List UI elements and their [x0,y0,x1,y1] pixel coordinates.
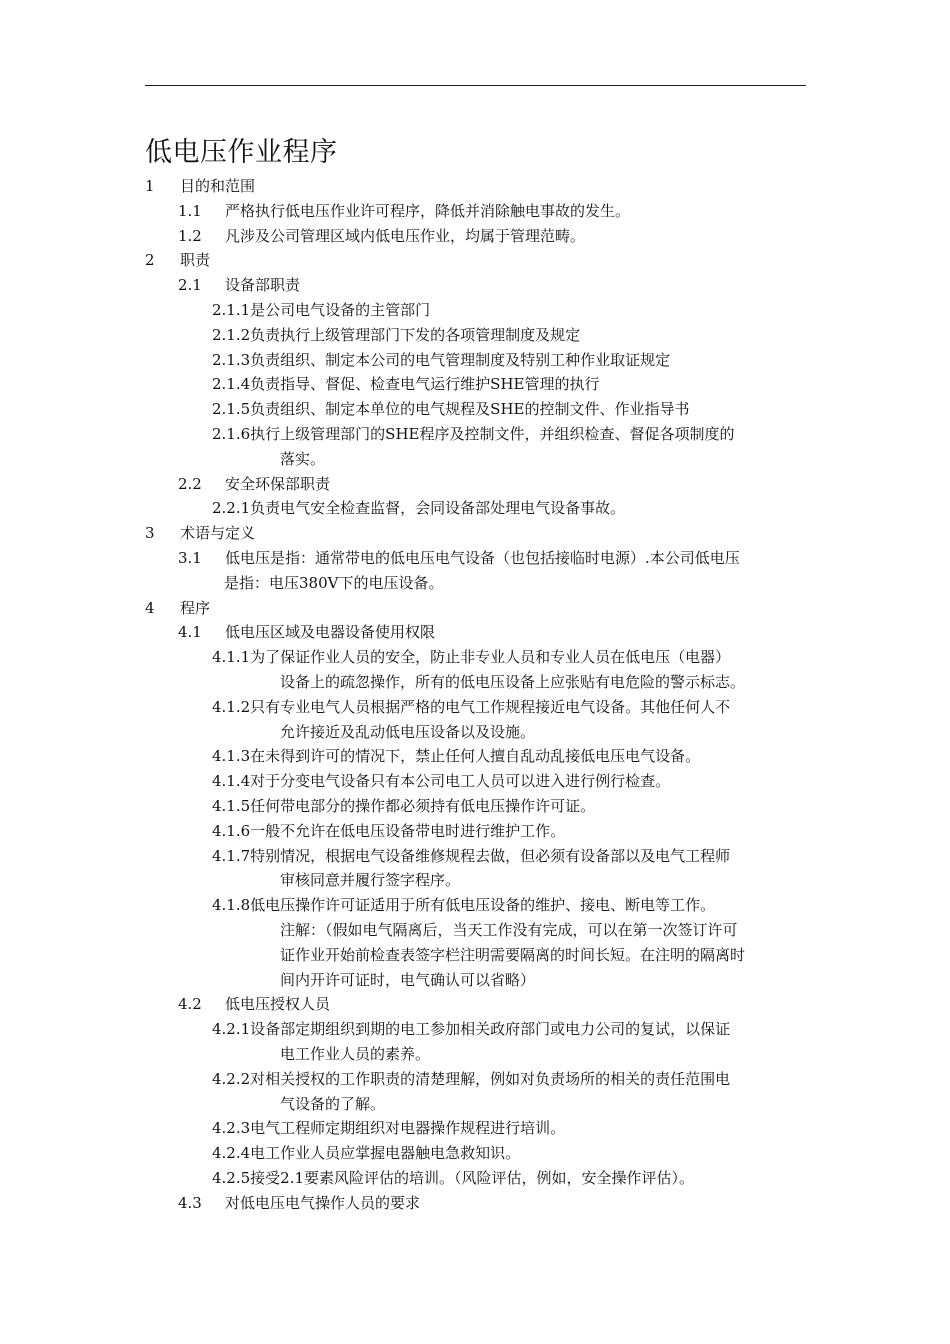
section-number: 3 [145,524,155,543]
section-text: 对相关授权的工作职责的清楚理解，例如对负责场所的相关的责任范围电 [250,1069,731,1088]
section-line [178,224,585,248]
continuation-line: 注解：（假如电气隔离后，当天工作没有完成，可以在第一次签订许可 [280,921,738,939]
section-text: 只有专业电气人员根据严格的电气工作规程接近电气设备。其他任何人不 [250,697,731,716]
section-number: 4.1.8 [212,896,251,915]
continuation-line: 设备上的疏忽操作，所有的低电压设备上应张贴有电危险的警示标志。 [280,673,746,691]
section-text: 特别情况，根据电气设备维修规程去做，但必须有设备部以及电气工程师 [250,846,731,865]
continuation-line: 间内开许可证时，电气确认可以省略） [280,970,536,989]
section-text: 接受2.1要素风险评估的培训。（风险评估，例如，安全操作评估）。 [250,1169,695,1187]
section-line [212,893,715,917]
section-text: 负责指导、督促、检查电气运行维护SHE管理的执行 [250,375,600,394]
section-text: 是公司电气设备的主管部门 [250,301,431,319]
section-number: 4.1 [178,623,202,642]
section-text: 负责组织、制定本公司的电气管理制度及特别工种作业取证规定 [250,350,671,369]
section-line [212,1116,565,1140]
section-number: 2.1.2 [212,325,251,344]
section-line [212,348,670,372]
section-number: 4.1.2 [212,697,251,716]
section-line [145,596,210,620]
section-number: 4.2.1 [212,1020,251,1039]
section-line [212,1141,520,1165]
section-line [212,1067,730,1091]
section-text: 电气工程师定期组织对电器操作规程进行培训。 [250,1119,566,1138]
section-line [178,992,330,1016]
section-line [212,695,730,719]
page-title: 低电压作业程序 [145,137,338,168]
section-number: 4.2.4 [212,1144,251,1163]
section-text: 负责组织、制定本单位的电气规程及SHE的控制文件、作业指导书 [250,400,690,419]
section-text: 低电压操作许可证适用于所有低电压设备的维护、接电、断电等工作。 [250,896,716,915]
section-text: 凡涉及公司管理区域内低电压作业，均属于管理范畴。 [225,226,586,245]
section-line [212,645,730,669]
section-number: 4.1.7 [212,846,251,865]
header-rule [145,85,806,86]
section-line [145,248,210,272]
section-text: 为了保证作业人员的安全，防止非专业人员和专业人员在低电压（电器） [250,648,731,667]
section-line [178,199,630,223]
section-line [212,794,595,818]
section-line [212,744,700,768]
section-number: 2.1.5 [212,400,251,419]
section-text: 安全环保部职责 [225,474,331,493]
section-text: 程序 [180,598,211,617]
continuation-line: 是指：电压380V下的电压设备。 [224,573,444,592]
section-number: 2.1.6 [212,425,251,443]
section-text: 低电压是指：通常带电的低电压电气设备（也包括接临时电源）.本公司低电压 [225,549,740,567]
section-number: 2.1.3 [212,350,251,369]
section-line [212,323,580,347]
section-number: 1 [145,177,155,195]
section-number: 2.1.4 [212,375,251,394]
section-number: 4.1.1 [212,648,251,667]
section-text: 负责电气安全检查监督，会同设备部处理电气设备事故。 [250,499,626,518]
section-line [178,546,740,570]
section-number: 1.1 [178,201,202,220]
section-line [212,422,734,446]
section-text: 职责 [180,251,211,270]
continuation-line: 允许接近及乱动低电压设备以及设施。 [280,722,536,741]
section-number: 2.2 [178,474,202,493]
section-line [178,472,330,496]
section-line [212,496,625,520]
section-line [212,397,689,421]
section-text: 低电压授权人员 [225,995,331,1014]
section-text: 在未得到许可的情况下，禁止任何人擅自乱动乱接低电压电气设备。 [250,747,701,766]
section-number: 3.1 [178,549,202,567]
section-text: 低电压区域及电器设备使用权限 [225,623,436,642]
section-line [145,521,255,545]
continuation-line: 证作业开始前检查表签字栏注明需要隔离的时间长短。在注明的隔离时 [280,945,746,964]
section-line [145,174,255,198]
section-text: 严格执行低电压作业许可程序，降低并消除触电事故的发生。 [225,201,631,220]
section-text: 术语与定义 [180,524,256,543]
section-number: 4 [145,598,155,617]
section-number: 1.2 [178,226,202,245]
section-text: 任何带电部分的操作都必须持有低电压操作许可证。 [250,797,596,815]
section-line [212,1017,730,1041]
section-text: 对于分变电气设备只有本公司电工人员可以进入进行例行检查。 [250,772,671,791]
continuation-line: 审核同意并履行签字程序。 [280,871,461,890]
section-line [178,620,435,644]
section-line [212,819,565,843]
section-number: 4.1.5 [212,797,251,815]
section-line [212,769,670,793]
section-line [178,1191,420,1215]
section-number: 2.1.1 [212,301,251,319]
section-line [178,273,300,297]
section-number: 4.3 [178,1193,202,1212]
section-line [212,844,730,868]
section-text: 对低电压电气操作人员的要求 [225,1193,421,1212]
section-text: 设备部定期组织到期的电工参加相关政府部门或电力公司的复试，以保证 [250,1020,731,1039]
section-text: 电工作业人员应掌握电器触电急救知识。 [250,1144,521,1163]
continuation-line: 电工作业人员的素养。 [280,1045,431,1063]
section-text: 执行上级管理部门的SHE程序及控制文件，并组织检查、督促各项制度的 [250,425,735,443]
continuation-line: 落实。 [280,449,326,468]
section-text: 负责执行上级管理部门下发的各项管理制度及规定 [250,325,581,344]
section-number: 4.1.4 [212,772,251,791]
section-line [212,372,599,396]
section-number: 2 [145,251,155,270]
section-line [212,298,430,322]
section-number: 4.2.2 [212,1069,251,1088]
section-number: 4.2.5 [212,1169,251,1187]
section-number: 2.1 [178,276,202,295]
section-number: 4.2.3 [212,1119,251,1138]
section-text: 一般不允许在低电压设备带电时进行维护工作。 [250,821,566,840]
section-line [212,1166,694,1190]
section-text: 设备部职责 [225,276,301,295]
section-number: 2.2.1 [212,499,251,518]
continuation-line: 气设备的了解。 [280,1094,386,1113]
section-number: 4.1.6 [212,821,251,840]
section-number: 4.1.3 [212,747,251,766]
section-text: 目的和范围 [180,177,256,195]
section-number: 4.2 [178,995,202,1014]
